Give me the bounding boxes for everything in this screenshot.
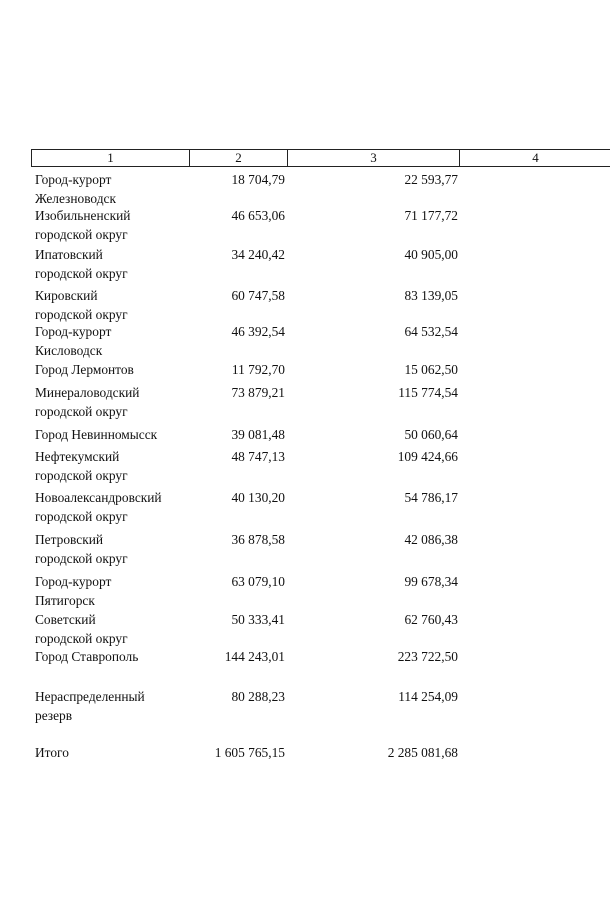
table-header: [31, 149, 610, 167]
row-name-line1: Нефтекумский: [35, 449, 120, 464]
row-name: [35, 611, 185, 648]
row-name-line2: городской округ: [35, 226, 128, 242]
row-value-col3: 54 786,17: [404, 490, 458, 505]
row-value-col2: 50 333,41: [231, 612, 285, 627]
row-name: [35, 384, 185, 421]
row-value-col2: 60 747,58: [231, 288, 285, 303]
row-name: [35, 246, 185, 283]
row-value-col3: 64 532,54: [404, 324, 458, 339]
row-name-line1: Советский: [35, 612, 96, 627]
row-value-col2: 34 240,42: [231, 247, 285, 262]
row-name-line1: Город Лермонтов: [35, 362, 134, 377]
row-name-line2: городской округ: [35, 403, 128, 419]
row-name-line2: городской округ: [35, 630, 128, 646]
row-name-line1: Город-курорт: [35, 574, 112, 589]
row-name-line1: Кировский: [35, 288, 98, 303]
row-name: [35, 426, 185, 445]
row-name-line1: Изобильненский: [35, 208, 131, 223]
row-name-line1: Петровский: [35, 532, 104, 547]
row-name: [35, 648, 185, 667]
row-value-col3: 62 760,43: [404, 612, 458, 627]
row-name-line1: Город-курорт: [35, 172, 112, 187]
row-value-col3: 114 254,09: [398, 689, 458, 704]
row-name: [35, 323, 185, 360]
header-col-2: 2: [190, 150, 288, 166]
row-value-col2: 48 747,13: [231, 449, 285, 464]
row-name: [35, 448, 185, 485]
row-value-col2: 36 878,58: [231, 532, 285, 547]
row-name-line2: городской округ: [35, 265, 128, 281]
row-value-col3: 83 139,05: [404, 288, 458, 303]
row-value-col2: 39 081,48: [231, 427, 285, 442]
row-name: [35, 207, 185, 244]
row-value-col2: 18 704,79: [231, 172, 285, 187]
header-col-4: 4: [532, 150, 539, 165]
row-value-col2: 73 879,21: [231, 385, 285, 400]
row-value-col2: 80 288,23: [231, 689, 285, 704]
row-value-col2: 46 392,54: [231, 324, 285, 339]
row-value-col3: 22 593,77: [404, 172, 458, 187]
row-value-col3: 2 285 081,68: [387, 745, 458, 760]
row-value-col2: 144 243,01: [224, 649, 285, 664]
row-value-col2: 63 079,10: [231, 574, 285, 589]
row-name-line1: Минераловодский: [35, 385, 140, 400]
row-value-col2: 46 653,06: [231, 208, 285, 223]
row-name: [35, 531, 185, 568]
row-name: [35, 573, 185, 610]
row-name-line1: Ипатовский: [35, 247, 103, 262]
row-name-line2: городской округ: [35, 550, 128, 566]
row-name-line1: Город-курорт: [35, 324, 112, 339]
row-value-col3: 223 722,50: [397, 649, 458, 664]
row-value-col3: 115 774,54: [398, 385, 458, 400]
row-name: [35, 361, 185, 380]
row-value-col3: 15 062,50: [404, 362, 458, 377]
row-value-col3: 71 177,72: [404, 208, 458, 223]
row-name-line1: Город Невинномысск: [35, 427, 158, 442]
row-value-col3: 50 060,64: [404, 427, 458, 442]
row-name-line2: городской округ: [35, 467, 128, 483]
row-name: [35, 688, 185, 725]
row-value-col3: 40 905,00: [404, 247, 458, 262]
row-name-line2: Кисловодск: [35, 342, 103, 358]
row-value-col2: 1 605 765,15: [214, 745, 285, 760]
row-name-line2: Пятигорск: [35, 592, 95, 608]
row-value-col3: 42 086,38: [404, 532, 458, 547]
row-name-line2: городской округ: [35, 508, 128, 524]
row-name-line1: Город Ставрополь: [35, 649, 139, 664]
row-name-line1: Новоалександровский: [35, 490, 162, 505]
row-name: [35, 489, 185, 526]
row-name: [35, 171, 185, 208]
row-value-col2: 11 792,70: [231, 362, 285, 377]
header-col-3: 3: [288, 150, 460, 166]
row-name-line2: городской округ: [35, 306, 128, 322]
header-col-1: 1: [32, 150, 190, 166]
row-name-line1: Нераспределенный: [35, 689, 145, 704]
row-name-line2: Железноводск: [35, 190, 117, 206]
row-name-line2: резерв: [35, 707, 73, 723]
row-value-col3: 99 678,34: [404, 574, 458, 589]
row-value-col3: 109 424,66: [397, 449, 458, 464]
row-value-col2: 40 130,20: [231, 490, 285, 505]
row-name: [35, 287, 185, 324]
row-name: [35, 744, 185, 763]
row-name-line1: Итого: [35, 745, 69, 760]
